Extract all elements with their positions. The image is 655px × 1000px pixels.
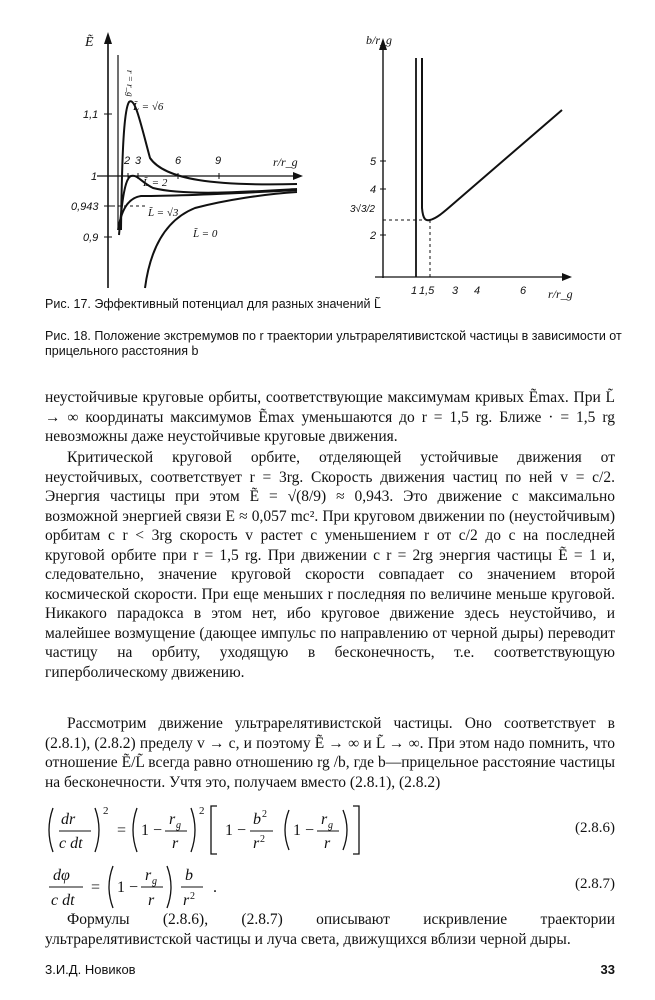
x-tick-2: 2 bbox=[124, 155, 131, 167]
y-axis-label: Ẽ bbox=[85, 35, 94, 50]
y-tick-0-943: 0,943 bbox=[71, 201, 99, 213]
figure-18-extrema-positions bbox=[350, 30, 580, 305]
curve-b-vs-r bbox=[422, 58, 562, 220]
y-tick-1-1: 1,1 bbox=[83, 109, 99, 121]
svg-text:=: = bbox=[117, 822, 127, 839]
figure-17-caption: Рис. 17. Эффективный потенциал для разных значений L̃ bbox=[45, 297, 381, 311]
y-tick-5: 5 bbox=[370, 156, 377, 168]
svg-text:g: g bbox=[152, 876, 157, 887]
y-tick-0-9: 0,9 bbox=[83, 232, 99, 244]
x-tick-9: 9 bbox=[215, 155, 222, 167]
svg-text:c dt: c dt bbox=[51, 892, 75, 909]
y-tick-3sqrt3-2: 3√3/2 bbox=[350, 204, 375, 215]
equation-2-8-6-formula bbox=[45, 800, 465, 860]
svg-text:r: r bbox=[172, 835, 179, 852]
figure-18-caption: Рис. 18. Положение экстремумов по r траектории ультрарелятивистской частицы в зависимости от прицельного расстояния b bbox=[45, 329, 622, 358]
svg-text:b: b bbox=[185, 867, 193, 884]
x-tick-4: 4 bbox=[474, 285, 481, 297]
svg-text:r: r bbox=[148, 892, 155, 909]
y-axis-arrow bbox=[104, 32, 112, 44]
svg-text:r: r bbox=[321, 811, 328, 828]
svg-text:2: 2 bbox=[190, 891, 195, 902]
x-tick-1-5: 1,5 bbox=[419, 285, 435, 297]
paragraph-1-block bbox=[45, 388, 615, 447]
svg-text:r: r bbox=[169, 811, 176, 828]
svg-text:2: 2 bbox=[199, 805, 205, 817]
y-axis-label: b/r_g bbox=[366, 33, 393, 47]
x-axis-label: r/r_g bbox=[548, 287, 573, 301]
paragraph-3: Рассмотрим движение ультрарелятивистской частицы. Оно соответствует в (2.8.1), (2.8.2) пределу v → c, и поэтому Ẽ → ∞ и L̃ → ∞. При этом надо помнить, что отношение Ẽ/L̃ всегда равно отношению rg /b, где b—прицельное расстояние частицы на бесконечности. Учтя это, получаем вместо (2.8.1), (2.8.2) bbox=[45, 715, 615, 791]
page-number: 33 bbox=[600, 962, 615, 977]
svg-text:.: . bbox=[213, 879, 217, 896]
paragraph-3-block bbox=[45, 714, 615, 792]
label-L-2: L̃ = 2 bbox=[143, 177, 168, 189]
svg-text:r: r bbox=[253, 835, 260, 852]
label-L-0: L̃ = 0 bbox=[193, 228, 218, 240]
x-tick-3: 3 bbox=[452, 285, 459, 297]
svg-text:1 −: 1 − bbox=[117, 879, 139, 896]
svg-text:dφ: dφ bbox=[53, 867, 70, 884]
svg-text:1 −: 1 − bbox=[293, 822, 315, 839]
equation-2-8-6 bbox=[45, 800, 615, 860]
svg-text:g: g bbox=[176, 820, 181, 831]
figure-17-effective-potential bbox=[45, 30, 310, 292]
y-tick-2: 2 bbox=[370, 230, 377, 242]
svg-text:g: g bbox=[328, 820, 333, 831]
paragraph-2-block bbox=[45, 448, 615, 682]
paragraph-4-block bbox=[45, 910, 615, 949]
paragraph-1: неустойчивые круговые орбиты, соответствующие максимумам кривых Ẽmax. При L̃ → ∞ координаты максимумов Ẽmax уменьшаются до r = 1,5 rg. Ближе · = 1,5 rg невозможны даже неустойчивые круговые движения. bbox=[45, 389, 615, 445]
rg-marker-label: r = r_g bbox=[125, 70, 135, 97]
x-tick-1: 1 bbox=[411, 285, 418, 297]
x-tick-6: 6 bbox=[520, 285, 527, 297]
svg-text:1 −: 1 − bbox=[141, 822, 163, 839]
x-axis-label: r/r_g bbox=[273, 155, 298, 169]
svg-text:1 −: 1 − bbox=[225, 822, 247, 839]
svg-text:r: r bbox=[183, 892, 190, 909]
svg-text:=: = bbox=[91, 879, 101, 896]
svg-text:r: r bbox=[145, 867, 152, 884]
svg-text:2: 2 bbox=[260, 834, 265, 845]
y-tick-1: 1 bbox=[91, 171, 98, 183]
svg-text:b: b bbox=[253, 811, 261, 828]
curve-L-sqrt3 bbox=[118, 190, 297, 230]
svg-text:2: 2 bbox=[262, 809, 267, 820]
equation-2-8-7-formula bbox=[45, 860, 305, 915]
x-tick-6: 6 bbox=[175, 155, 182, 167]
svg-text:2: 2 bbox=[103, 805, 109, 817]
equation-2-8-7-number: (2.8.7) bbox=[575, 876, 615, 892]
equation-2-8-6-number: (2.8.6) bbox=[575, 820, 615, 836]
paragraph-2: Критической круговой орбите, отделяющей устойчивые движения от неустойчивых, соответствует r = 3rg. Скорость движения частиц по ней v = c/2. Энергия частицы при этом Ẽ = √(8/9) ≈ 0,943. Это движение с максимально возможной энергией связи E ≈ 0,057 mc². При круговом движении по (неустойчивым) орбитам с r < 3rg скорость v растет с уменьшением r от c/2 до c на последней круговой орбите при r = 1,5 rg. При движении с r = 2rg энергия частицы Ẽ = 1 и, следовательно, значение круговой скорости совпадает со значением второй космической скорости. При еще меньших r последняя по величине меньше круговой. Никакого парадокса в этом нет, ибо круговое движение здесь неустойчиво, и малейшее возмущение (дающее импульс по направлению от черной дыры) переводит частицу на орбиту, уходящую в бесконечность, т.е. соответствующую гиперболическому движению. bbox=[45, 449, 615, 681]
svg-text:r: r bbox=[324, 835, 331, 852]
paragraph-4: Формулы (2.8.6), (2.8.7) описывают искривление траектории ультрарелятивистской частицы и луча света, движущихся вблизи черной дыры. bbox=[45, 911, 615, 948]
x-axis-arrow bbox=[293, 172, 303, 180]
label-L-sqrt3: L̃ = √3 bbox=[148, 207, 179, 219]
y-tick-4: 4 bbox=[370, 184, 377, 196]
footer-author: 3.И.Д. Новиков bbox=[45, 962, 136, 977]
svg-text:dr: dr bbox=[61, 811, 76, 828]
label-L-sqrt6: L̃ = √6 bbox=[133, 101, 164, 113]
x-tick-3: 3 bbox=[135, 155, 142, 167]
svg-text:c dt: c dt bbox=[59, 835, 83, 852]
